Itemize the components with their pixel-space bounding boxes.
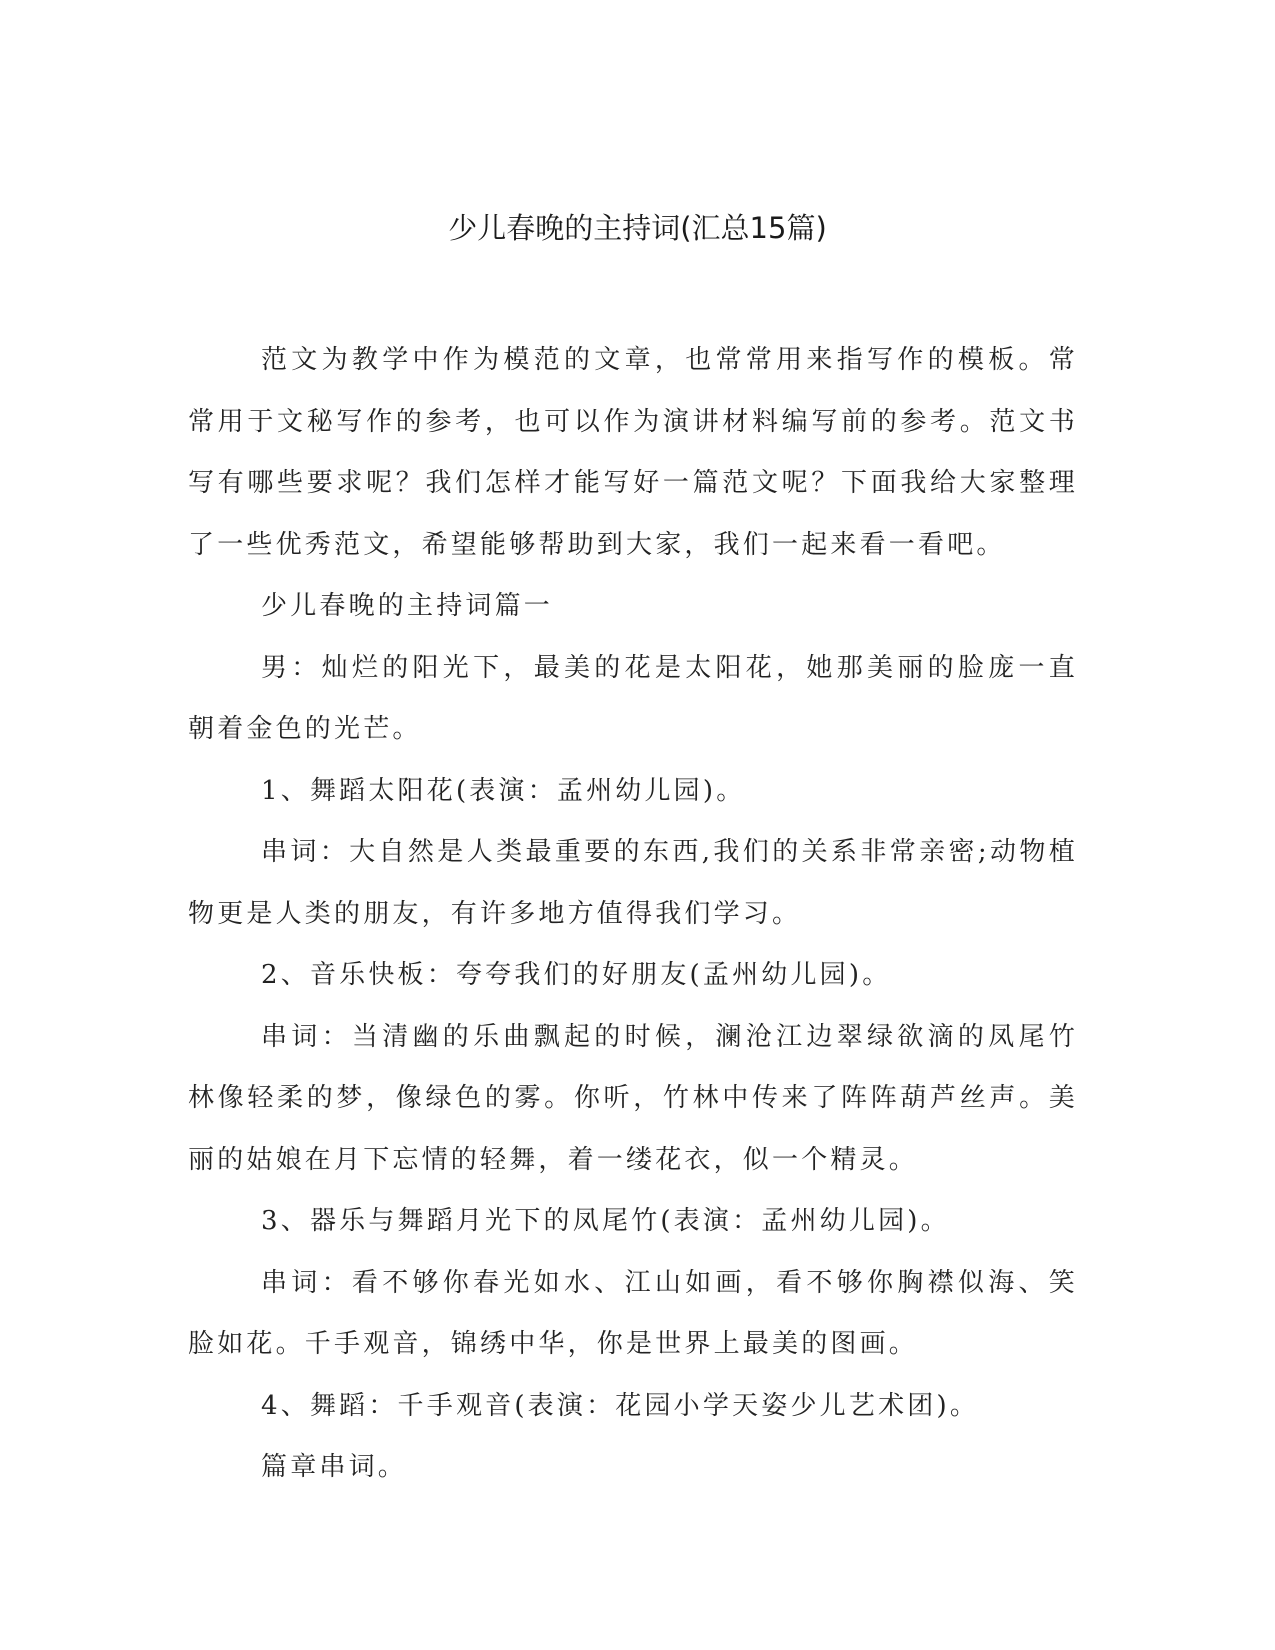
link-words-paragraph: 串词：看不够你春光如水、江山如画，看不够你胸襟似海、笑脸如花。千手观音，锦绣中华，你是世界上最美的图画。 [188,1267,1078,1359]
host-line-paragraph: 男：灿烂的阳光下，最美的花是太阳花，她那美丽的脸庞一直朝着金色的光芒。 [188,652,1078,744]
program-item: 2、音乐快板：夸夸我们的好朋友(孟州幼儿园)。 [261,960,892,990]
program-item: 1、舞蹈太阳花(表演：孟州幼儿园)。 [261,775,746,806]
chapter-link-words: 篇章串词。 [261,1452,408,1482]
link-words-paragraph: 串词：大自然是人类最重要的东西,我们的关系非常亲密;动物植物更是人类的朋友，有许多地方值得我们学习。 [188,837,1078,929]
document-title: 少儿春晚的主持词(汇总15篇) [448,211,827,245]
intro-paragraph: 范文为教学中作为模范的文章，也常常用来指写作的模板。常常用于文秘写作的参考，也可以作为演讲材料编写前的参考。范文书写有哪些要求呢？我们怎样才能写好一篇范文呢？下面我给大家整理了一些优秀范文，希望能够帮助到大家，我们一起来看一看吧。 [188,345,1078,560]
section-heading: 少儿春晚的主持词篇一 [261,591,554,621]
link-words-paragraph: 串词：当清幽的乐曲飘起的时候，澜沧江边翠绿欲滴的凤尾竹林像轻柔的梦，像绿色的雾。你听，竹林中传来了阵阵葫芦丝声。美丽的姑娘在月下忘情的轻舞，着一缕花衣，似一个精灵。 [188,1021,1078,1175]
program-item: 3、器乐与舞蹈月光下的凤尾竹(表演：孟州幼儿园)。 [261,1206,950,1236]
document-body [188,330,1078,1499]
program-item: 4、舞蹈：千手观音(表演：花园小学天姿少儿艺术团)。 [261,1390,980,1421]
